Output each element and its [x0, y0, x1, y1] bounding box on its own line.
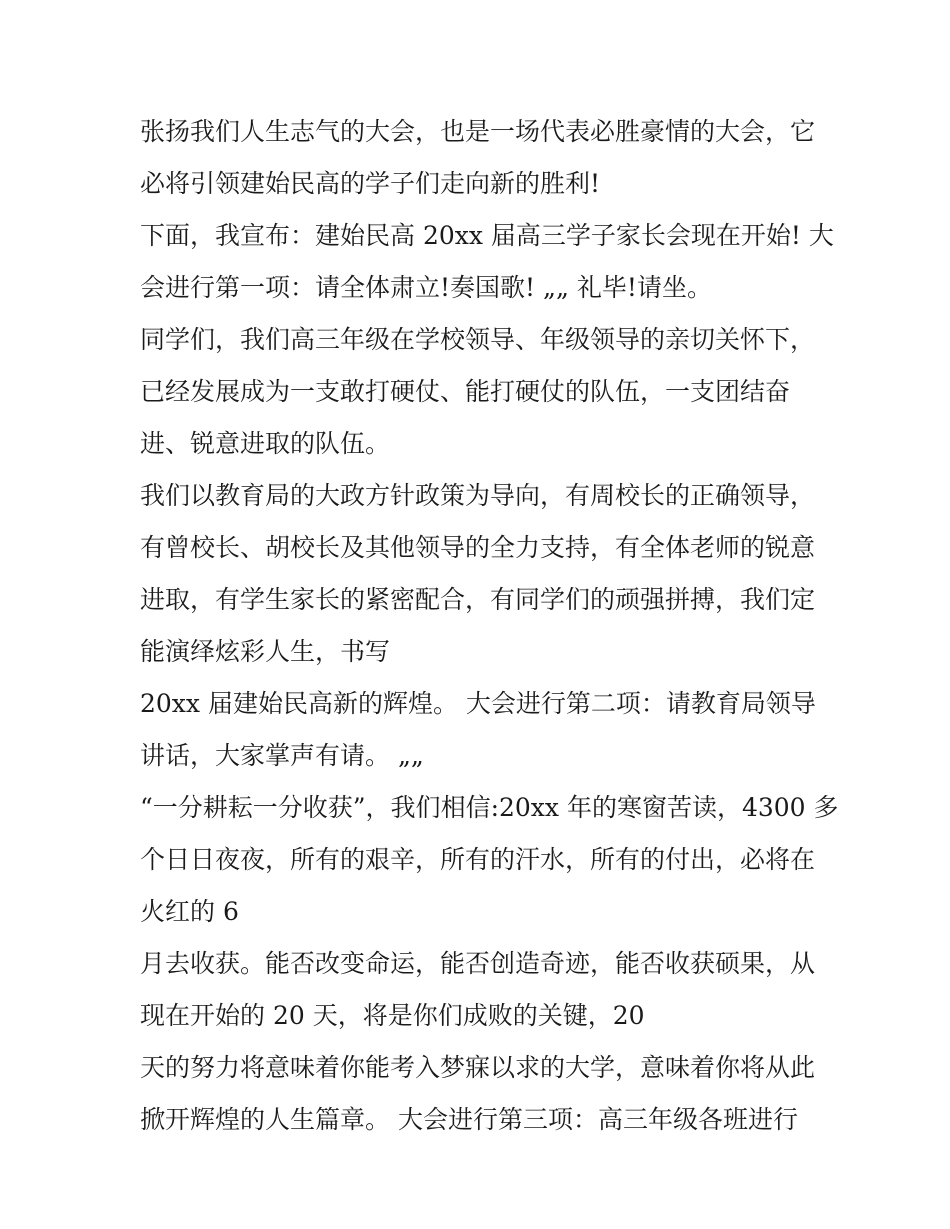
text-line: 掀开辉煌的人生篇章。 大会进行第三项：高三年级各班进行 [140, 1105, 798, 1134]
text-line: 火红的 6 [140, 897, 239, 926]
text-line: 已经发展成为一支敢打硬仗、能打硬仗的队伍，一支团结奋 [140, 377, 791, 406]
text-line: 讲话，大家掌声有请。 „„ [140, 741, 424, 770]
document-text [140, 106, 840, 1146]
text-line: 有曾校长、胡校长及其他领导的全力支持，有全体老师的锐意 [140, 533, 816, 562]
text-line: 会进行第一项：请全体肃立!奏国歌! „„ 礼毕!请坐。 [140, 273, 712, 302]
text-line: 进、锐意进取的队伍。 [140, 429, 391, 458]
text-line: 同学们，我们高三年级在学校领导、年级领导的亲切关怀下， [140, 325, 816, 354]
text-line: 个日日夜夜，所有的艰辛，所有的汗水，所有的付出，必将在 [140, 845, 816, 874]
text-line: 下面，我宣布：建始民高 20xx 届高三学子家长会现在开始! 大 [140, 221, 834, 250]
text-line: “一分耕耘一分收获”，我们相信:20xx 年的寒窗苦读，4300 多 [140, 793, 839, 822]
text-line: 能演绎炫彩人生，书写 [140, 637, 391, 666]
text-line: 20xx 届建始民高新的辉煌。 大会进行第二项：请教育局领导 [140, 689, 816, 718]
text-line: 天的努力将意味着你能考入梦寐以求的大学，意味着你将从此 [140, 1053, 816, 1082]
text-line: 必将引领建始民高的学子们走向新的胜利! [140, 169, 601, 198]
text-line: 我们以教育局的大政方针政策为导向，有周校长的正确领导， [140, 481, 816, 510]
text-line: 月去收获。能否改变命运，能否创造奇迹，能否收获硕果，从 [140, 949, 816, 978]
text-line: 张扬我们人生志气的大会，也是一场代表必胜豪情的大会，它 [140, 117, 816, 146]
text-line: 进取，有学生家长的紧密配合，有同学们的顽强拼搏，我们定 [140, 585, 816, 614]
text-line: 现在开始的 20 天，将是你们成败的关键，20 [140, 1001, 645, 1030]
